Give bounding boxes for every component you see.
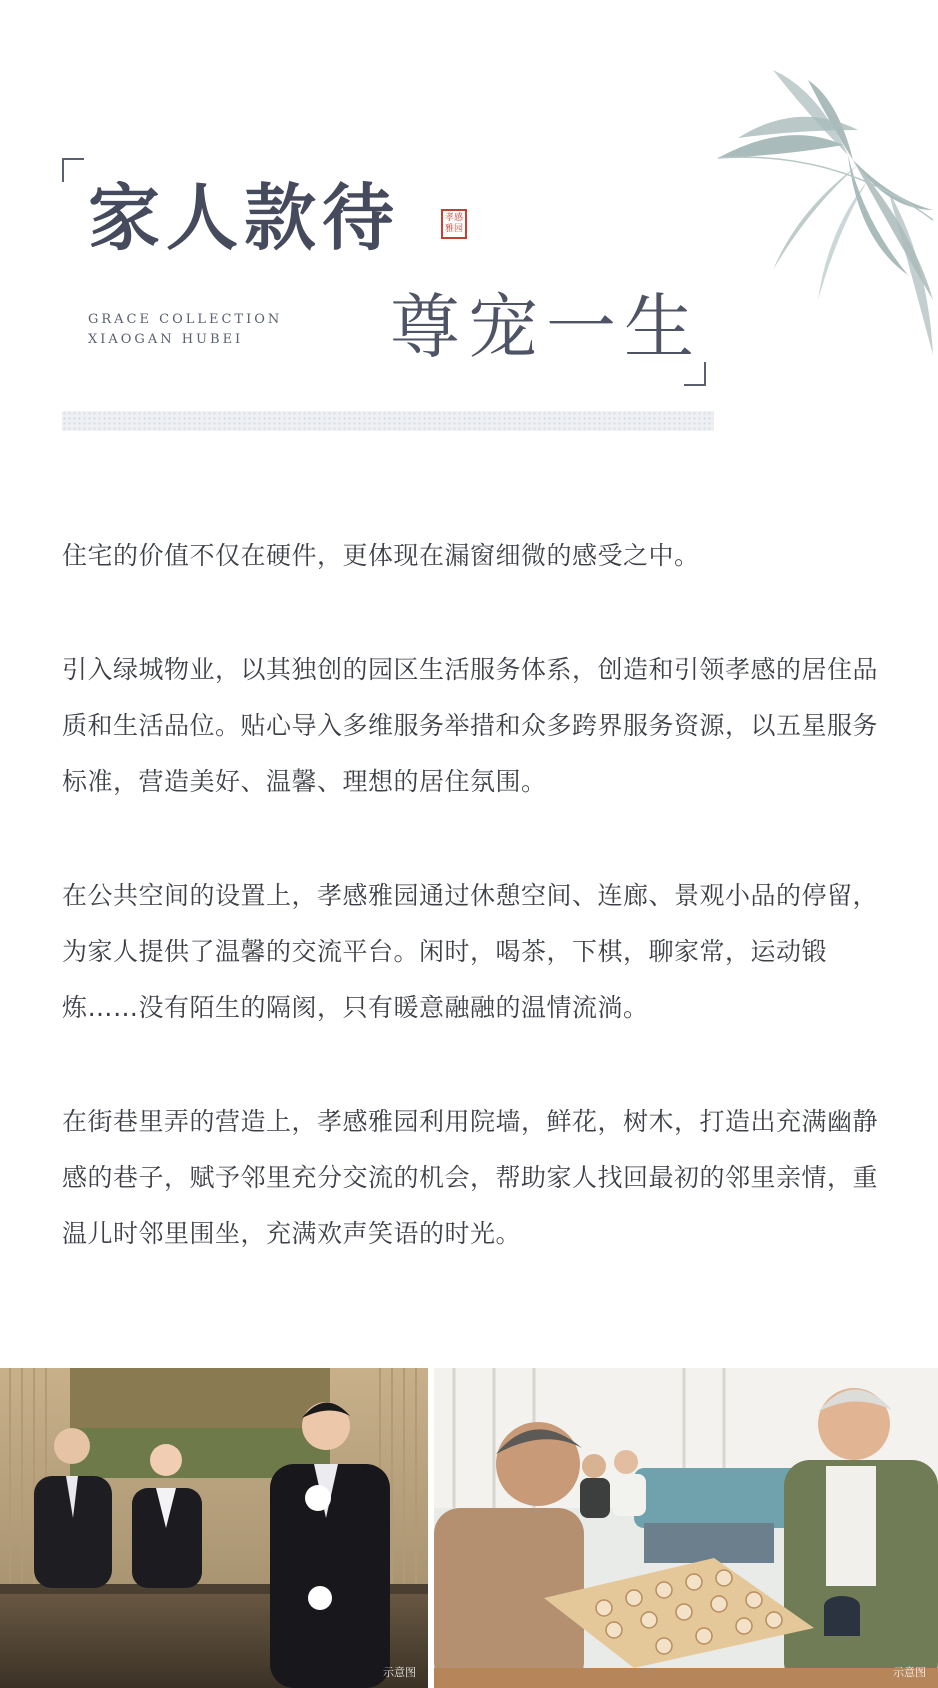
bamboo-leaves-decoration bbox=[678, 60, 938, 360]
seal-stamp: 孝感 雅园 bbox=[441, 209, 467, 239]
dotted-divider bbox=[62, 411, 714, 431]
service-staff-illustration bbox=[0, 1368, 428, 1688]
paragraph: 住宅的价值不仅在硬件，更体现在漏窗细微的感受之中。 bbox=[62, 541, 700, 570]
corner-bracket-top-left bbox=[62, 158, 84, 182]
photo-service-staff bbox=[0, 1368, 428, 1688]
paragraph: 在公共空间的设置上，孝感雅园通过休憩空间、连廊、景观小品的停留，为家人提供了温馨的交流平台。闲时，喝茶，下棋，聊家常，运动锻炼……没有陌生的隔阂，只有暖意融融的温情流淌。 bbox=[62, 881, 879, 1022]
photo-elders-chess bbox=[434, 1368, 938, 1688]
english-subtitle bbox=[88, 310, 282, 350]
page-title-line2: 尊宠一生 bbox=[390, 286, 702, 368]
photo-caption: 示意图 bbox=[893, 1666, 926, 1679]
paragraph: 在街巷里弄的营造上，孝感雅园利用院墙，鲜花，树木，打造出充满幽静感的巷子，赋予邻里充分交流的机会，帮助家人找回最初的邻里亲情，重温儿时邻里围坐，充满欢声笑语的时光。 bbox=[62, 1107, 879, 1248]
photo-caption: 示意图 bbox=[383, 1666, 416, 1679]
english-subtitle-line1: GRACE COLLECTION bbox=[88, 312, 283, 327]
paragraph: 引入绿城物业，以其独创的园区生活服务体系，创造和引领孝感的居住品质和生活品位。贴心导入多维服务举措和众多跨界服务资源，以五星服务标准，营造美好、温馨、理想的居住氛围。 bbox=[62, 655, 879, 796]
chess-scene-illustration bbox=[434, 1368, 938, 1688]
page-title-line1: 家人款待 bbox=[88, 175, 401, 260]
body-text bbox=[62, 528, 892, 1320]
english-subtitle-line2: XIAOGAN HUBEI bbox=[88, 332, 244, 347]
